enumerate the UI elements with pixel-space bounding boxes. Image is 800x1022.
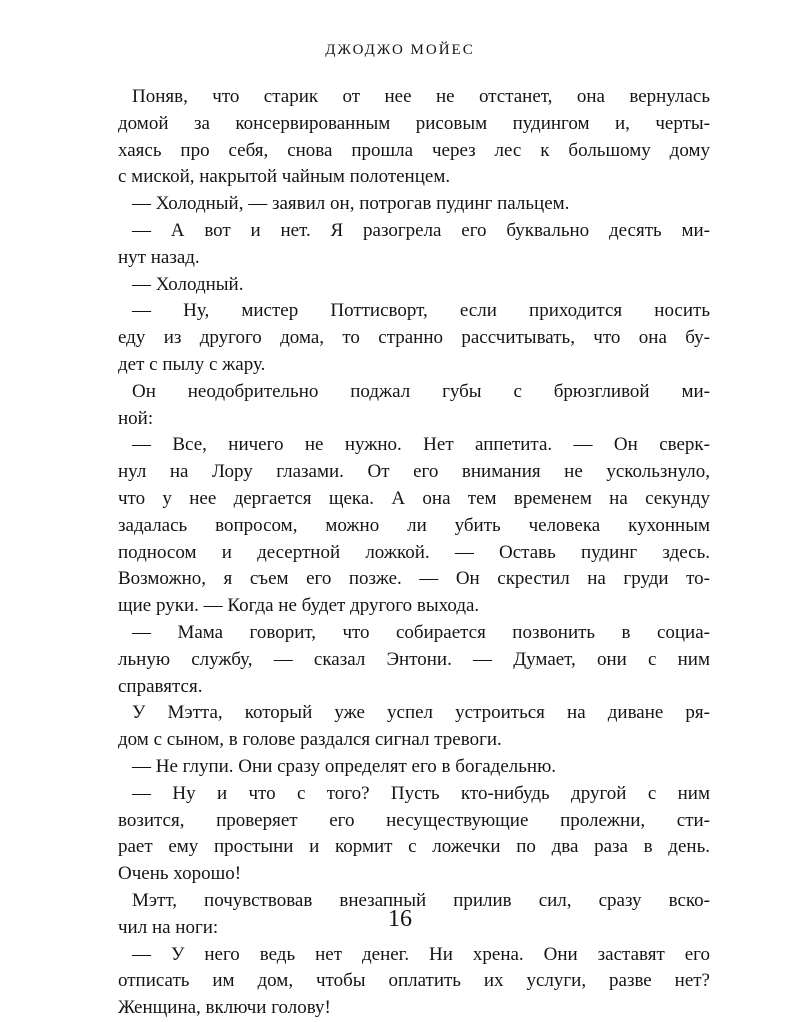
text-line: нул на Лору глазами. От его внимания не ускользнуло,	[118, 461, 710, 483]
text-line: Он неодобрительно поджал губы с брюзгливой ми-	[132, 380, 710, 402]
text-line: отписать им дом, чтобы оплатить их услуги, разве нет?	[118, 970, 710, 992]
text-line: щие руки. — Когда не будет другого выхода.	[118, 595, 480, 617]
text-line: Возможно, я съем его позже. — Он скрестил на груди то-	[118, 568, 710, 590]
text-line: домой за консервированным рисовым пудингом и, черты-	[118, 112, 710, 134]
text-line: хаясь про себя, снова прошла через лес к большому дому	[118, 139, 710, 161]
running-head: ДЖОДЖО МОЙЕС	[325, 42, 475, 58]
text-line: рает ему простыни и кормит с ложечки по два раза в день.	[118, 836, 710, 858]
text-line: что у нее дергается щека. А она тем временем на секунду	[118, 487, 710, 509]
text-line: справятся.	[118, 675, 203, 697]
text-line: льную службу, — сказал Энтони. — Думает, они с ним	[118, 648, 710, 670]
text-line: задалась вопросом, можно ли убить человека кухонным	[118, 514, 710, 536]
text-line: нут назад.	[118, 246, 200, 268]
text-line: — Мама говорит, что собирается позвонить в социа-	[132, 621, 710, 643]
text-line: ной:	[118, 407, 154, 429]
text-line: У Мэтта, который уже успел устроиться на диване ря-	[132, 702, 710, 724]
text-line: — Ну, мистер Поттисворт, если приходится носить	[132, 300, 710, 322]
text-line: — Не глупи. Они сразу определят его в богадельню.	[132, 755, 557, 777]
text-line: чил на ноги:	[118, 916, 219, 938]
text-line: Очень хорошо!	[118, 863, 242, 885]
text-line: — А вот и нет. Я разогрела его буквально десять ми-	[132, 219, 710, 241]
text-line: подносом и десертной ложкой. — Оставь пудинг здесь.	[118, 541, 710, 563]
text-line: — Холодный, — заявил он, потрогав пудинг пальцем.	[132, 193, 570, 215]
text-line: — Все, ничего не нужно. Нет аппетита. — Он сверк-	[132, 434, 710, 456]
text-line: дет с пылу с жару.	[118, 353, 266, 375]
text-line: возится, проверяет его несуществующие пролежни, сти-	[118, 809, 710, 831]
text-line: — Холодный.	[132, 273, 244, 295]
text-line: Женщина, включи голову!	[118, 997, 331, 1019]
page-number: 16	[388, 906, 412, 932]
text-line: — У него ведь нет денег. Ни хрена. Они заставят его	[132, 943, 710, 965]
text-line: еду из другого дома, то странно рассчитывать, что она бу-	[118, 327, 710, 349]
text-line: — Ну и что с того? Пусть кто-нибудь другой с ним	[132, 782, 710, 804]
text-line: с миской, накрытой чайным полотенцем.	[118, 166, 451, 188]
text-line: Мэтт, почувствовав внезапный прилив сил, сразу вско-	[132, 889, 710, 911]
body-text	[118, 84, 710, 1022]
text-line: дом с сыном, в голове раздался сигнал тревоги.	[118, 729, 502, 751]
text-line: Поняв, что старик от нее не отстанет, она вернулась	[132, 86, 710, 107]
